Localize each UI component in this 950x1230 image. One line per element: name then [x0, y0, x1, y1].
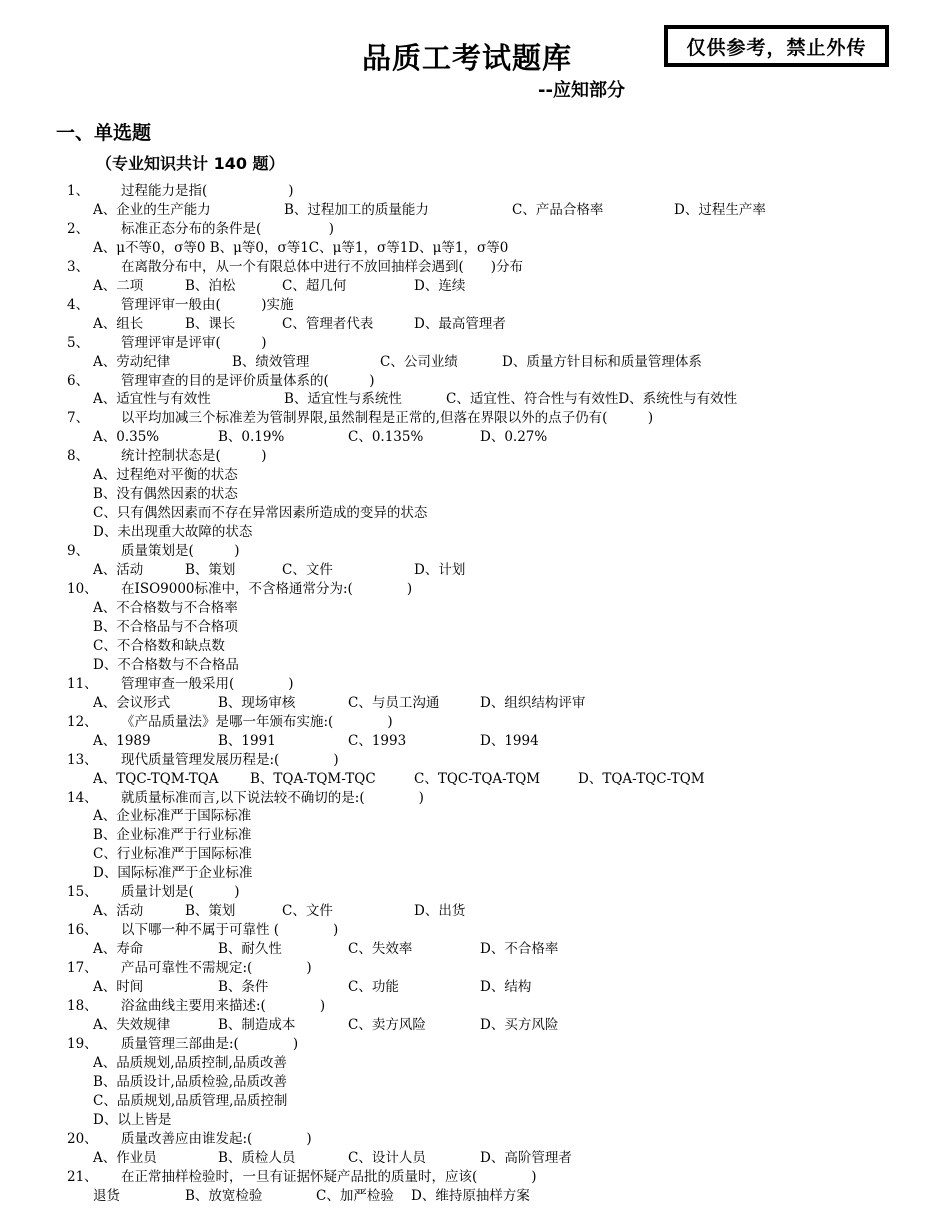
- option-row: [0, 902, 950, 921]
- answer-option: A、二项: [93, 277, 144, 294]
- question-number: 16、: [67, 922, 98, 939]
- answer-option: C、与员工沟通: [348, 694, 440, 711]
- answer-option: D、最高管理者: [414, 315, 506, 332]
- question-number: 1、: [67, 183, 90, 199]
- question-text: 质量改善应由谁发起:( ): [121, 1130, 312, 1147]
- question-text: 管理审查的目的是评价质量体系的( ): [121, 372, 375, 389]
- question-1: [0, 182, 950, 201]
- question-text: 在ISO9000标准中，不含格通常分为:( ): [121, 581, 413, 598]
- answer-option: B、适宜性与系统性: [284, 391, 402, 408]
- confidential-stamp: 仅供参考，禁止外传: [664, 25, 889, 67]
- answer-option: B、策划: [185, 562, 236, 579]
- answer-option: C、管理者代表: [282, 315, 374, 332]
- answer-option: D、出货: [414, 903, 466, 920]
- page-title: 品质工考试题库: [362, 41, 573, 75]
- question-14: [0, 789, 950, 808]
- option-row: [0, 485, 950, 504]
- question-number: 19、: [67, 1035, 98, 1052]
- answer-option: D、过程生产率: [674, 201, 766, 218]
- question-text: 以下哪一种不属于可靠性 ( ): [121, 922, 339, 939]
- question-13: [0, 751, 950, 770]
- answer-option: C、文件: [282, 562, 333, 579]
- answer-option: B、品质设计,品质检验,品质改善: [93, 1073, 288, 1090]
- answer-option: D、高阶管理者: [480, 1149, 572, 1166]
- answer-option: A、会议形式: [93, 694, 171, 711]
- answer-option: C、0.135%: [348, 429, 424, 446]
- answer-option: C、卖方风险: [348, 1016, 426, 1033]
- answer-option: D、未出现重大故障的状态: [93, 524, 253, 541]
- option-row: [0, 826, 950, 845]
- question-10: [0, 580, 950, 599]
- answer-option: B、质检人员: [218, 1149, 296, 1166]
- question-text: 质量策划是( ): [121, 543, 240, 560]
- answer-option: B、0.19%: [218, 429, 285, 446]
- answer-option: D、买方风险: [480, 1016, 559, 1033]
- option-row: [0, 201, 950, 220]
- question-number: 5、: [67, 334, 90, 351]
- answer-option: A、1989: [93, 732, 151, 749]
- section-heading: 一、单选题: [56, 122, 152, 144]
- option-row: [0, 1092, 950, 1111]
- answer-option: C、设计人员: [348, 1149, 426, 1166]
- answer-option: C、行业标准严于国际标准: [93, 846, 252, 863]
- option-row: [0, 315, 950, 334]
- answer-option: D、国际标准严于企业标准: [93, 865, 253, 882]
- option-row: [0, 940, 950, 959]
- question-number: 6、: [67, 372, 90, 389]
- option-row: [0, 239, 950, 258]
- question-11: [0, 675, 950, 694]
- option-row: [0, 1054, 950, 1073]
- question-17: [0, 959, 950, 978]
- answer-option: B、绩效管理: [232, 353, 310, 370]
- answer-option: D、质量方针目标和质量管理体系: [502, 353, 702, 370]
- answer-option: C、不合格数和缺点数: [93, 637, 225, 654]
- answer-option: C、超几何: [282, 277, 347, 294]
- question-text: 过程能力是指( ): [121, 183, 294, 199]
- option-row: [0, 466, 950, 485]
- answer-option: B、策划: [185, 903, 236, 920]
- answer-option: A、企业标准严于国际标准: [93, 808, 252, 825]
- answer-option: A、μ不等0，σ等0 B、μ等0，σ等1C、μ等1，σ等1D、μ等1，σ等0: [93, 239, 509, 256]
- question-text: 统计控制状态是( ): [121, 448, 267, 465]
- question-text: 质量管理三部曲是:( ): [121, 1035, 299, 1052]
- question-number: 9、: [67, 543, 90, 560]
- answer-option: A、时间: [93, 979, 144, 996]
- question-number: 2、: [67, 220, 90, 237]
- answer-option: 退货: [93, 1187, 120, 1204]
- answer-option: B、现场审核: [218, 694, 296, 711]
- question-text: 在离散分布中，从一个有限总体中进行不放回抽样会遇到( )分布: [121, 258, 524, 275]
- answer-option: C、只有偶然因素而不存在异常因素所造成的变异的状态: [93, 505, 428, 522]
- option-row: [0, 978, 950, 997]
- answer-option: D、0.27%: [480, 429, 548, 446]
- question-number: 15、: [67, 884, 98, 901]
- question-number: 8、: [67, 448, 90, 465]
- answer-option: D、TQA-TQC-TQM: [578, 770, 705, 787]
- option-row: [0, 618, 950, 637]
- answer-option: C、适宜性、符合性与有效性D、系统性与有效性: [446, 391, 738, 408]
- question-12: [0, 713, 950, 732]
- option-row: [0, 390, 950, 409]
- answer-option: C、产品合格率: [512, 201, 604, 218]
- question-number: 17、: [67, 960, 98, 977]
- option-row: [0, 561, 950, 580]
- answer-option: A、0.35%: [93, 429, 160, 446]
- answer-option: B、耐久性: [218, 941, 282, 958]
- answer-option: B、没有偶然因素的状态: [93, 486, 238, 503]
- page-subtitle: --应知部分: [538, 80, 625, 101]
- answer-option: B、不合格品与不合格项: [93, 618, 238, 635]
- answer-option: A、寿命: [93, 941, 144, 958]
- option-row: [0, 694, 950, 713]
- question-3: [0, 258, 950, 277]
- answer-option: C、公司业绩: [380, 353, 458, 370]
- answer-option: C、品质规划,品质管理,品质控制: [93, 1092, 288, 1109]
- question-number: 14、: [67, 789, 98, 806]
- answer-option: A、适宜性与有效性: [93, 391, 211, 408]
- question-number: 7、: [67, 410, 90, 427]
- question-6: [0, 372, 950, 391]
- answer-option: D、以上皆是: [93, 1111, 172, 1128]
- answer-option: A、组长: [93, 315, 144, 332]
- option-row: [0, 523, 950, 542]
- question-text: 产品可靠性不需规定:( ): [121, 960, 312, 977]
- question-number: 11、: [67, 675, 98, 692]
- question-8: [0, 447, 950, 466]
- option-row: [0, 504, 950, 523]
- question-text: 浴盆曲线主要用来描述:( ): [121, 997, 326, 1014]
- question-number: 13、: [67, 751, 98, 768]
- question-21: [0, 1168, 950, 1187]
- answer-option: D、维持原抽样方案: [411, 1187, 530, 1204]
- option-row: [0, 732, 950, 751]
- option-row: [0, 637, 950, 656]
- question-number: 18、: [67, 997, 98, 1014]
- question-text: 管理审查一般采用( ): [121, 675, 294, 692]
- question-number: 20、: [67, 1130, 98, 1147]
- answer-option: A、企业的生产能力: [93, 201, 211, 218]
- answer-option: B、制造成本: [218, 1016, 296, 1033]
- option-row: [0, 656, 950, 675]
- answer-option: A、劳动纪律: [93, 353, 171, 370]
- option-row: [0, 770, 950, 789]
- answer-option: B、TQA-TQM-TQC: [250, 770, 376, 787]
- question-15: [0, 883, 950, 902]
- question-20: [0, 1130, 950, 1149]
- question-16: [0, 921, 950, 940]
- answer-option: A、活动: [93, 903, 144, 920]
- answer-option: B、条件: [218, 979, 269, 996]
- answer-option: D、组织结构评审: [480, 694, 586, 711]
- question-text: 《产品质量法》是哪一年颁布实施:( ): [121, 713, 393, 730]
- answer-option: C、TQC-TQA-TQM: [414, 770, 541, 787]
- question-5: [0, 334, 950, 353]
- answer-option: A、作业员: [93, 1149, 157, 1166]
- question-text: 管理评审一般由( )实施: [121, 296, 294, 313]
- question-number: 10、: [67, 581, 98, 598]
- question-number: 12、: [67, 713, 98, 730]
- answer-option: A、过程绝对平衡的状态: [93, 467, 238, 484]
- answer-option: D、不合格率: [480, 941, 559, 958]
- option-row: [0, 864, 950, 883]
- answer-option: C、加严检验: [316, 1187, 394, 1204]
- answer-option: D、连续: [414, 277, 466, 294]
- answer-option: A、失效规律: [93, 1016, 171, 1033]
- answer-option: B、1991: [218, 732, 276, 749]
- answer-option: B、课长: [185, 315, 236, 332]
- answer-option: D、计划: [414, 562, 466, 579]
- answer-option: D、1994: [480, 732, 539, 749]
- answer-option: B、放宽检验: [185, 1187, 263, 1204]
- answer-option: C、功能: [348, 979, 399, 996]
- section-note: （专业知识共计 140 题）: [96, 154, 285, 173]
- answer-option: A、品质规划,品质控制,品质改善: [93, 1054, 287, 1071]
- option-row: [0, 1187, 950, 1206]
- answer-option: B、泊松: [185, 277, 236, 294]
- answer-option: A、不合格数与不合格率: [93, 599, 238, 616]
- question-2: [0, 220, 950, 239]
- question-19: [0, 1035, 950, 1054]
- option-row: [0, 428, 950, 447]
- question-list: [0, 182, 950, 1205]
- question-9: [0, 542, 950, 561]
- answer-option: A、TQC-TQM-TQA: [93, 770, 219, 787]
- option-row: [0, 1016, 950, 1035]
- option-row: [0, 599, 950, 618]
- question-text: 现代质量管理发展历程是:( ): [121, 751, 339, 768]
- answer-option: A、活动: [93, 562, 144, 579]
- option-row: [0, 1111, 950, 1130]
- answer-option: D、不合格数与不合格品: [93, 656, 239, 673]
- answer-option: B、过程加工的质量能力: [284, 201, 429, 218]
- option-row: [0, 845, 950, 864]
- option-row: [0, 1073, 950, 1092]
- answer-option: D、结构: [480, 979, 532, 996]
- question-text: 管理评审是评审( ): [121, 334, 267, 351]
- question-text: 质量计划是( ): [121, 884, 240, 901]
- option-row: [0, 277, 950, 296]
- question-7: [0, 409, 950, 428]
- answer-option: C、文件: [282, 903, 333, 920]
- option-row: [0, 1149, 950, 1168]
- question-text: 就质量标准而言,以下说法较不确切的是:( ): [121, 789, 424, 806]
- question-number: 4、: [67, 296, 90, 313]
- question-text: 在正常抽样检验时，一旦有证据怀疑产品批的质量时，应该( ): [121, 1168, 537, 1185]
- question-18: [0, 997, 950, 1016]
- question-text: 标准正态分布的条件是( ): [121, 220, 335, 237]
- option-row: [0, 807, 950, 826]
- question-number: 3、: [67, 258, 90, 275]
- answer-option: B、企业标准严于行业标准: [93, 827, 252, 844]
- question-4: [0, 296, 950, 315]
- answer-option: C、1993: [348, 732, 407, 749]
- option-row: [0, 353, 950, 372]
- question-number: 21、: [67, 1168, 98, 1185]
- question-text: 以平均加减三个标准差为管制界限,虽然制程是正常的,但落在界限以外的点子仍有( ): [121, 410, 654, 427]
- answer-option: C、失效率: [348, 941, 413, 958]
